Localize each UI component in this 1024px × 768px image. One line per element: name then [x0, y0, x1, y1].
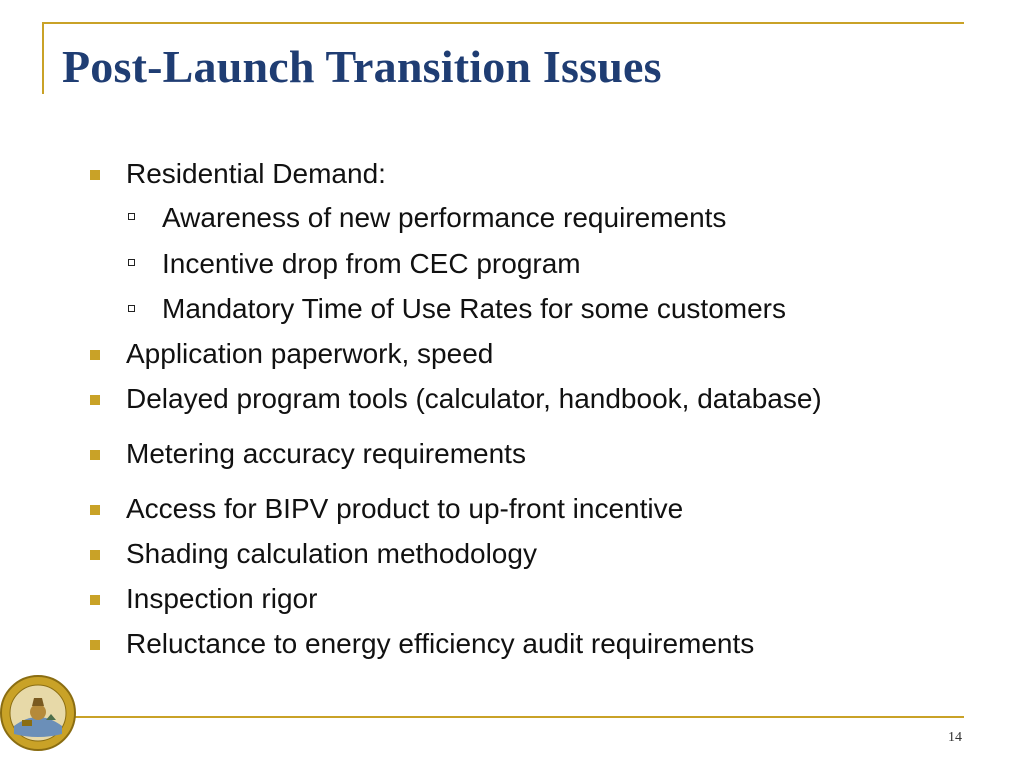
bullet-item: Reluctance to energy efficiency audit requirements	[126, 628, 755, 659]
slide-title: Post-Launch Transition Issues	[62, 41, 662, 92]
bullet-item: Inspection rigor	[126, 583, 318, 614]
bullet-square-icon	[90, 505, 100, 515]
footer-rule	[72, 716, 964, 718]
bullet-square-icon	[90, 450, 100, 460]
bullet-item: Residential Demand:	[126, 158, 386, 189]
sub-bullet-item: Incentive drop from CEC program	[162, 248, 581, 279]
bullet-square-icon	[90, 595, 100, 605]
bullet-square-icon	[90, 395, 100, 405]
bullet-square-icon	[90, 350, 100, 360]
bullet-item: Application paperwork, speed	[126, 338, 494, 369]
page-number: 14	[948, 730, 962, 745]
bullet-square-icon	[90, 640, 100, 650]
bullet-square-icon	[90, 550, 100, 560]
sub-bullet-hollow-square-icon	[128, 305, 135, 312]
cpuc-seal-logo	[0, 668, 78, 758]
sub-bullet-item: Awareness of new performance requirements	[162, 202, 727, 233]
bullet-item: Delayed program tools (calculator, handbook, database)	[126, 383, 822, 414]
sub-bullet-hollow-square-icon	[128, 259, 135, 266]
bullet-item: Access for BIPV product to up-front incentive	[126, 493, 684, 524]
bullet-item: Shading calculation methodology	[126, 538, 537, 569]
bullet-square-icon	[90, 170, 100, 180]
sub-bullet-item: Mandatory Time of Use Rates for some customers	[162, 293, 786, 324]
bullet-item: Metering accuracy requirements	[126, 438, 526, 469]
sub-bullet-hollow-square-icon	[128, 213, 135, 220]
